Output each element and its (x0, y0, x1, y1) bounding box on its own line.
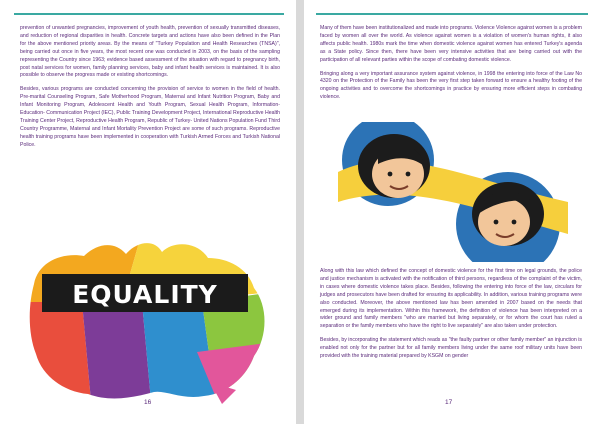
eye-left (388, 172, 393, 177)
page-number: 16 (144, 399, 152, 406)
page-right (304, 0, 600, 424)
page-number: 17 (445, 399, 453, 406)
paragraph: Besides, by incorporating the statement which reads as "the faulty partner or other family member" an injunction is enabled not only for the partner but for all family members living under the same roof military units have been provided with the training material prepared by KSGM on gender (320, 337, 582, 360)
paragraph: prevention of unwanted pregnancies, improvement of youth health, prevention of sexually transmitted diseases, and reduction of regional disparities in health. Concrete targets and actions have also been defined in the Plan for the above mentioned priority areas. By the means of "Turkey Population and Health Researches (TNSA)", being carried out once in five years, the most recent one was conducted in 2003, on the basis of the sampling representing the Country since 1963; evidence based assessment of the situation with regard to pregnancy birth, post natal services for women, family planning services, baby and infant health services is maintained. It is also possible to observe the progress made or existing shortcomings. (20, 25, 280, 79)
person-left (358, 134, 430, 198)
map-segment-red (22, 302, 92, 412)
map-segments (22, 232, 274, 412)
paragraph: Besides, various programs are conducted concerning the provision of service to women in the field of health. Pre-marital Counseling Program, Safe Motherhood Program, Maternal and Infant Nutrition Program, Baby and Infant Monitoring Program, Adolescent Health and Youth Program, Sexual Health Program, Information- Education- Communication Project (IEC), Public Training Development Project, International Reproductive Health Training Center Project, Reproductive Health Program, Republic of Turkey- United Nations Population Fund Third Country Programme, Maternal and Infant Mortality Prevention Project are some of such programs. Reproductive health training programs have been implemented in cooperation with Turkish Armed Forces and Turkish National Police. (20, 86, 280, 148)
page-left (0, 0, 296, 424)
top-rule (14, 13, 284, 15)
right-body-text-bottom (320, 268, 582, 367)
couple-illustration (318, 122, 586, 262)
map-segment-pink (197, 342, 274, 412)
person-right (472, 182, 544, 246)
eye-right (406, 172, 411, 177)
right-body-text-top (320, 25, 582, 108)
equality-word: EQUALITY (72, 280, 218, 309)
left-body-text (20, 25, 280, 156)
paragraph: Along with this law which defined the concept of domestic violence for the first time on legal grounds, the police and justice mechanism is activated with the notification of third persons, regardless of the complaint of the victim, in cases where domestic violence takes place. Besides, following the entering into force of the law, circulars for judges and prosecutors have been drafted for ensuring its applicability. In addition, various training programs were also conducted. Moreover, the above mentioned law has been amended in 2007 based on the needs that emerged during its implementation. Within this framework, the definition of violence has been interpreted on a wider ground and family members "who are married but living separately, or for whom the court has ruled a separation or the family members who have the right to live separately" are also taken under protection. (320, 268, 582, 330)
top-rule (316, 13, 588, 15)
eye-right (512, 220, 517, 225)
map-segment-purple (82, 302, 152, 412)
paragraph: Bringing along a very important assurance system against violence, in 1998 the entering into force of the Law No 4320 on the Protection of the Family has been the very first step taken forward to ensure a healthy footing of the ongoing activities and to overcome the shortcomings in practice by ensuring more efficient steps in combating violence. (320, 70, 582, 101)
equality-map-illustration (22, 232, 274, 412)
eye-left (494, 220, 499, 225)
paragraph: Many of them have been institutionalized and made into programs. Violence Violence against women is a problem faced by women all over the world. As violence against women is a violation of women's human rights, it also affects public health. 1980s mark the time when domestic violence against women has entered Turkey's agenda as a State policy. Since then, there have been very intensive activities that are being carried out with the participation of all relevant parties within the scope of combating domestic violence. (320, 25, 582, 63)
